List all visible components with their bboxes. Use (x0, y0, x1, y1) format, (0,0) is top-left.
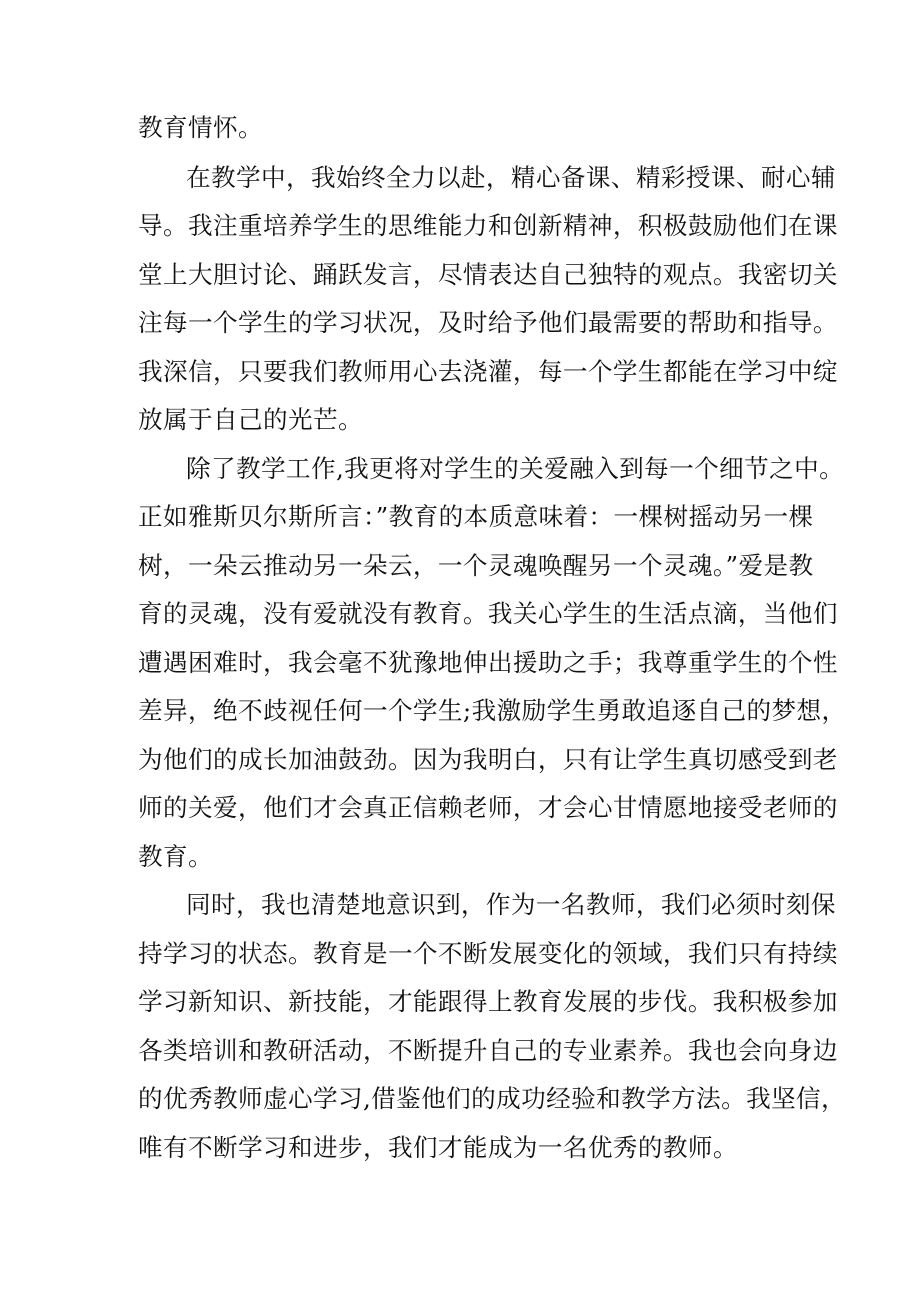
text-line: 育的灵魂，没有爱就没有教育。我关心学生的生活点滴，当他们 (138, 599, 838, 628)
text-line: 遭遇困难时，我会毫不犹豫地伸出援助之手；我尊重学生的个性 (138, 648, 838, 677)
text-line: 树，一朵云推动另一朵云，一个灵魂唤醒另一个灵魂。”爱是教 (138, 551, 814, 580)
text-line: 差异，绝不歧视任何一个学生;我激励学生勇敢追逐自己的梦想， (138, 696, 847, 725)
text-line: 持学习的状态。教育是一个不断发展变化的领域，我们只有持续 (138, 939, 838, 968)
text-line: 唯有不断学习和进步，我们才能成为一名优秀的教师。 (138, 1133, 738, 1162)
text-line: 正如雅斯贝尔斯所言：”教育的本质意味着：一棵树摇动另一棵 (138, 502, 814, 531)
text-line: 堂上大胆讨论、踊跃发言，尽情表达自己独特的观点。我密切关 (138, 260, 838, 289)
text-line: 师的关爱，他们才会真正信赖老师，才会心甘情愿地接受老师的 (138, 793, 838, 822)
paragraph-first-line: 同时，我也清楚地意识到，作为一名教师，我们必须时刻保 (186, 890, 836, 919)
paragraph-first-line: 除了教学工作,我更将对学生的关爱融入到每一个细节之中。 (186, 454, 845, 483)
text-line: 放属于自己的光芒。 (138, 405, 363, 434)
text-line: 各类培训和教研活动，不断提升自己的专业素养。我也会向身边 (138, 1036, 838, 1065)
text-line: 学习新知识、新技能，才能跟得上教育发展的步伐。我积极参加 (138, 987, 838, 1016)
text-line: 注每一个学生的学习状况，及时给予他们最需要的帮助和指导。 (138, 308, 838, 337)
text-line: 教育情怀。 (138, 113, 263, 142)
text-line: 我深信，只要我们教师用心去浇灌，每一个学生都能在学习中绽 (138, 357, 838, 386)
text-line: 教育。 (138, 842, 213, 871)
text-line: 导。我注重培养学生的思维能力和创新精神，积极鼓励他们在课 (138, 211, 838, 240)
text-line: 的优秀教师虚心学习,借鉴他们的成功经验和教学方法。我坚信， (138, 1084, 847, 1113)
paragraph-first-line: 在教学中，我始终全力以赴，精心备课、精彩授课、耐心辅 (186, 163, 836, 192)
text-line: 为他们的成长加油鼓劲。因为我明白，只有让学生真切感受到老 (138, 745, 838, 774)
